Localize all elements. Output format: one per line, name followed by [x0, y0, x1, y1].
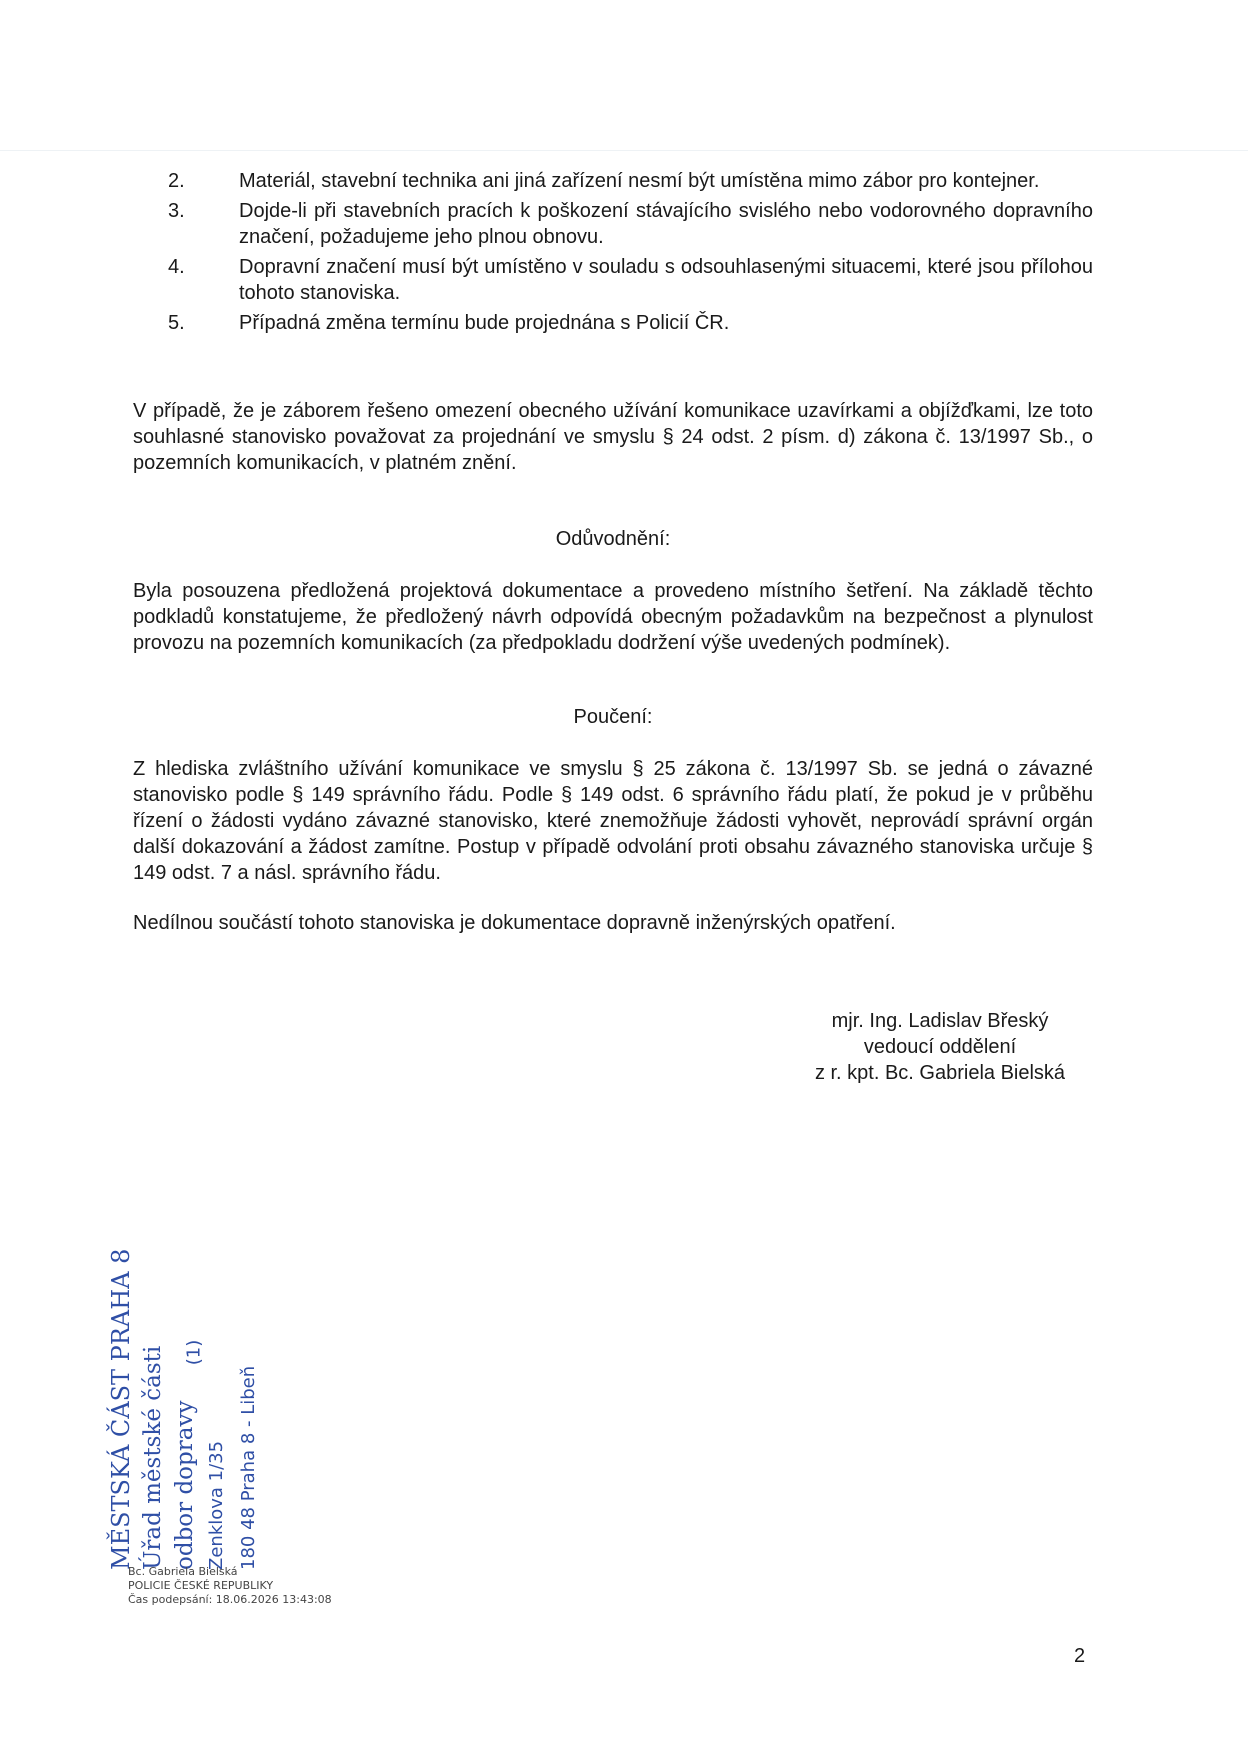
instruction-text: Z hlediska zvláštního užívání komunikace ve smyslu § 25 zákona č. 13/1997 Sb. se jedná o závazné stanovisko podle § 149 správního řádu. Podle § 149 odst. 6 správního řádu platí, že pokud je v průběhu řízení o žádosti vydáno závazné stanovisko, které znemožňuje žádosti vyhovět, neprovádí správní orgán další dokazování a žádost zamítne. Postup v případě odvolání proti obsahu závazného stanoviska určuje § 149 odst. 7 a násl. správního řádu.: [133, 758, 1093, 884]
justification-heading: Odůvodnění:: [555, 528, 671, 550]
list-item-text: Dojde-li při stavebních pracích k poškození stávajícího svislého nebo vodorovného dopravního značení, požadujeme jeho plnou obnovu.: [239, 200, 1093, 248]
instruction-heading: Poučení:: [573, 706, 653, 728]
justification-text: Byla posouzena předložená projektová dokumentace a provedeno místního šetření. Na základě těchto podkladů konstatujeme, že předložený návrh odpovídá obecným požadavkům na bezpečnost a plynulost provozu na pozemních komunikacích (za předpokladu dodržení výše uvedených podmínek).: [133, 580, 1093, 654]
stamp-line: Úřad městské části: [140, 1345, 166, 1570]
list-item-text: Dopravní značení musí být umístěno v souladu s odsouhlasenými situacemi, které jsou přílohou tohoto stanoviska.: [239, 256, 1093, 304]
list-item: [168, 254, 1093, 306]
page-number: 2: [1074, 1645, 1086, 1667]
list-item-text: Případná změna termínu bude projednána s Policií ČR.: [239, 312, 730, 334]
conditions-list: [168, 168, 1093, 340]
signatory-name: mjr. Ing. Ladislav Břeský: [831, 1010, 1049, 1032]
electronic-signature: [128, 1565, 332, 1607]
esig-time: Čas podepsání: 18.06.2026 13:43:08: [128, 1593, 332, 1606]
stamp-line: MĚSTSKÁ ČÁST PRAHA 8: [107, 1248, 135, 1570]
list-item: [168, 168, 1093, 194]
signature-block: [760, 1008, 1120, 1086]
stamp-line: 180 48 Praha 8 - Libeň: [238, 1365, 259, 1570]
list-item-number: 4.: [168, 256, 185, 278]
list-item-text: Materiál, stavební technika ani jiná zařízení nesmí být umístěna mimo zábor pro kontejner.: [239, 170, 1040, 192]
signatory-delegate: z r. kpt. Bc. Gabriela Bielská: [814, 1062, 1066, 1084]
esig-org: POLICIE ČESKÉ REPUBLIKY: [128, 1579, 274, 1592]
stamp-line: Zenklova 1/35: [206, 1440, 227, 1570]
list-item: [168, 198, 1093, 250]
attachment-note: Nedílnou součástí tohoto stanoviska je dokumentace dopravně inženýrských opatření.: [133, 912, 896, 934]
list-item-number: 2.: [168, 170, 185, 192]
closure-paragraph: V případě, že je záborem řešeno omezení obecného užívání komunikace uzavírkami a objížďkami, lze toto souhlasné stanovisko považovat za projednání ve smyslu § 24 odst. 2 písm. d) zákona č. 13/1997 Sb., o pozemních komunikacích, v platném znění.: [133, 400, 1093, 474]
list-item-number: 3.: [168, 200, 185, 222]
list-item-number: 5.: [168, 312, 185, 334]
scan-edge-line: [0, 150, 1248, 151]
stamp-number: (1): [183, 1339, 205, 1366]
signatory-role: vedoucí oddělení: [863, 1036, 1017, 1058]
list-item: [168, 310, 1093, 336]
esig-name: Bc. Gabriela Bielská: [128, 1565, 238, 1578]
stamp-line: odbor dopravy: [172, 1400, 198, 1570]
